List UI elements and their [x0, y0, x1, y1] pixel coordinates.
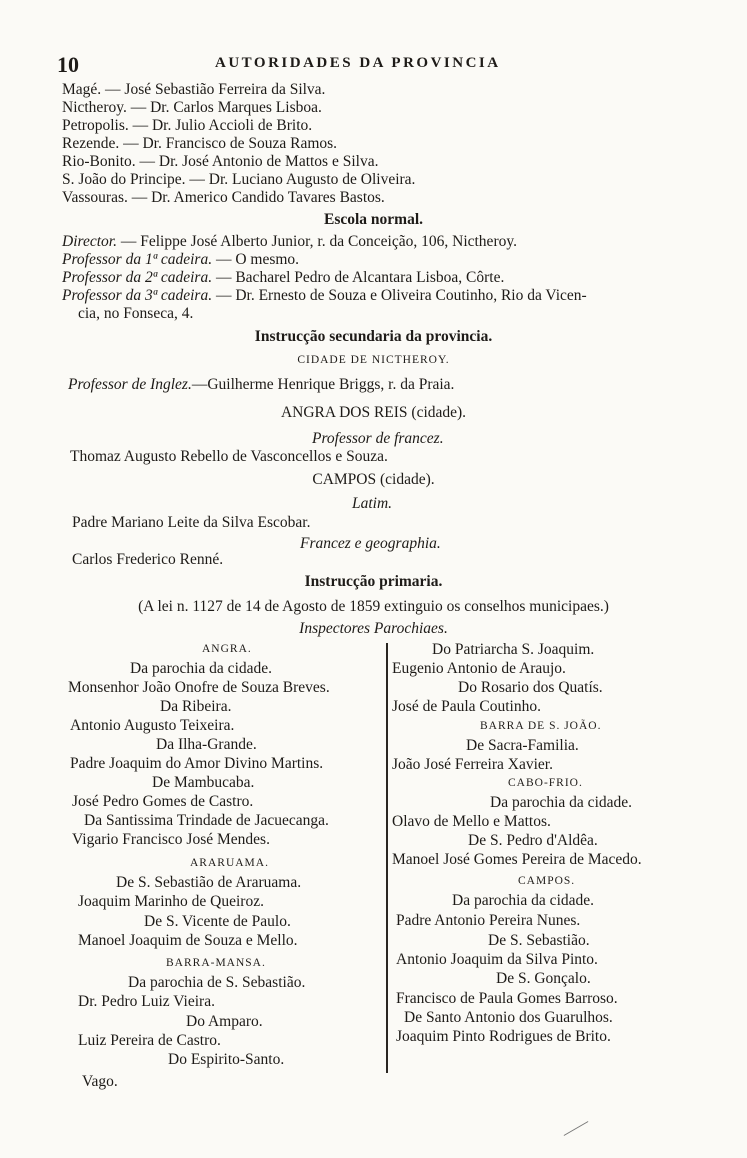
role-text: — Dr. Ernesto de Souza e Oliveira Coutinho, Rio da Vicen-	[212, 287, 587, 304]
inspectors-heading: Inspectores Parochiaes.	[299, 620, 448, 637]
role-label: Director.	[62, 233, 117, 250]
section-heading-primaria: Instrucção primaria.	[304, 573, 443, 590]
role-text: —Guilherme Henrique Briggs, r. da Praia.	[191, 376, 455, 393]
list-item: De S. Vicente de Paulo.	[144, 913, 291, 930]
role-text: — O mesmo.	[212, 251, 300, 268]
city-heading: ANGRA DOS REIS (cidade).	[280, 404, 467, 421]
section-heading-escola: Escola normal.	[323, 211, 424, 228]
list-item: Da Ilha-Grande.	[156, 736, 257, 753]
list-item: Manoel José Gomes Pereira de Macedo.	[392, 851, 642, 868]
list-item: De S. Pedro d'Aldêa.	[468, 832, 598, 849]
column-divider	[386, 643, 388, 1073]
role-text: — Bacharel Pedro de Alcantara Lisboa, Côrte.	[212, 269, 505, 286]
escola-line	[62, 286, 587, 305]
list-item: De Santo Antonio dos Guarulhos.	[404, 1009, 613, 1026]
list-item: De S. Sebastião.	[488, 932, 590, 949]
list-item: Padre Antonio Pereira Nunes.	[396, 912, 581, 929]
intro-line: Magé. — José Sebastião Ferreira da Silva.	[62, 81, 326, 98]
list-item: Francisco de Paula Gomes Barroso.	[396, 990, 618, 1007]
district-heading: BARRA-MANSA.	[166, 957, 266, 969]
list-item: Antonio Augusto Teixeira.	[70, 717, 235, 734]
escola-cont: cia, no Fonseca, 4.	[78, 305, 194, 322]
list-item: Eugenio Antonio de Araujo.	[392, 660, 566, 677]
list-item: Do Patriarcha S. Joaquim.	[432, 641, 595, 658]
list-item: Antonio Joaquim da Silva Pinto.	[396, 951, 598, 968]
page-number: 10	[57, 52, 79, 77]
list-item: Do Rosario dos Quatís.	[458, 679, 603, 696]
teacher-line	[68, 375, 454, 394]
law-note: (A lei n. 1127 de 14 de Agosto de 1859 extinguio os conselhos municipaes.)	[138, 598, 609, 615]
list-item: Do Espirito-Santo.	[168, 1051, 285, 1068]
list-item: Joaquim Pinto Rodrigues de Brito.	[396, 1028, 611, 1045]
list-item: Padre Joaquim do Amor Divino Martins.	[70, 755, 324, 772]
list-item: Da parochia da cidade.	[130, 660, 273, 677]
list-item: Da parochia de S. Sebastião.	[128, 974, 306, 991]
teacher-name: Carlos Frederico Renné.	[72, 551, 224, 568]
list-item: Da Santissima Trindade de Jacuecanga.	[84, 812, 329, 829]
list-item: Manoel Joaquim de Souza e Mello.	[78, 932, 298, 949]
intro-line: Vassouras. — Dr. Americo Candido Tavares Bastos.	[62, 189, 385, 206]
list-item: De Sacra-Familia.	[466, 737, 579, 754]
list-item: João José Ferreira Xavier.	[392, 756, 553, 773]
intro-line: Nictheroy. — Dr. Carlos Marques Lisboa.	[62, 99, 322, 116]
city-heading: CIDADE DE NICTHEROY.	[297, 354, 450, 366]
list-item: Joaquim Marinho de Queiroz.	[78, 893, 264, 910]
left-column	[66, 640, 386, 1091]
intro-line: Petropolis. — Dr. Julio Accioli de Brito.	[62, 117, 313, 134]
role-label: Professor da 2ª cadeira.	[62, 269, 213, 286]
teacher-name: Padre Mariano Leite da Silva Escobar.	[72, 514, 311, 531]
list-item: Da parochia da cidade.	[452, 892, 595, 909]
list-item: De S. Sebastião de Araruama.	[116, 874, 302, 891]
subject-label: Professor de francez.	[312, 430, 444, 447]
right-column	[392, 640, 712, 1046]
intro-line: S. João do Principe. — Dr. Luciano Augusto de Oliveira.	[62, 171, 416, 188]
role-label: Professor da 1ª cadeira.	[62, 251, 213, 268]
district-heading: CABO-FRIO.	[508, 777, 583, 789]
district-heading: ANGRA.	[202, 643, 252, 655]
subject-label: Latim.	[352, 495, 393, 512]
page-title: AUTORIDADES DA PROVINCIA	[215, 55, 501, 71]
intro-line: Rezende. — Dr. Francisco de Souza Ramos.	[62, 135, 338, 152]
list-item: Vago.	[82, 1073, 118, 1090]
role-label: Professor de Inglez.	[68, 376, 192, 393]
role-text: — Felippe José Alberto Junior, r. da Conceição, 106, Nictheroy.	[116, 233, 517, 250]
list-item: Monsenhor João Onofre de Souza Breves.	[68, 679, 330, 696]
stray-pen-mark	[564, 1121, 589, 1136]
list-item: Olavo de Mello e Mattos.	[392, 813, 551, 830]
list-item: De S. Gonçalo.	[496, 970, 591, 987]
list-item: Da Ribeira.	[160, 698, 232, 715]
subject-label: Francez e geographia.	[300, 535, 441, 552]
list-item: Vigario Francisco José Mendes.	[72, 831, 270, 848]
list-item: Do Amparo.	[186, 1013, 263, 1030]
district-heading: BARRA DE S. JOÃO.	[480, 720, 602, 732]
list-item: José Pedro Gomes de Castro.	[72, 793, 254, 810]
role-label: Professor da 3ª cadeira.	[62, 287, 213, 304]
district-heading: ARARUAMA.	[190, 857, 269, 869]
list-item: Da parochia da cidade.	[490, 794, 633, 811]
list-item: De Mambucaba.	[152, 774, 255, 791]
district-heading: CAMPOS.	[518, 875, 576, 887]
teacher-name: Thomaz Augusto Rebello de Vasconcellos e Souza.	[70, 448, 388, 465]
escola-line	[62, 250, 299, 269]
list-item: José de Paula Coutinho.	[392, 698, 541, 715]
list-item: Luiz Pereira de Castro.	[78, 1032, 221, 1049]
city-heading: CAMPOS (cidade).	[312, 471, 435, 488]
escola-line	[62, 232, 517, 251]
section-heading-secundaria: Instrucção secundaria da provincia.	[254, 328, 493, 345]
list-item: Dr. Pedro Luiz Vieira.	[78, 993, 215, 1010]
escola-line	[62, 268, 504, 287]
intro-line: Rio-Bonito. — Dr. José Antonio de Mattos e Silva.	[62, 153, 379, 170]
